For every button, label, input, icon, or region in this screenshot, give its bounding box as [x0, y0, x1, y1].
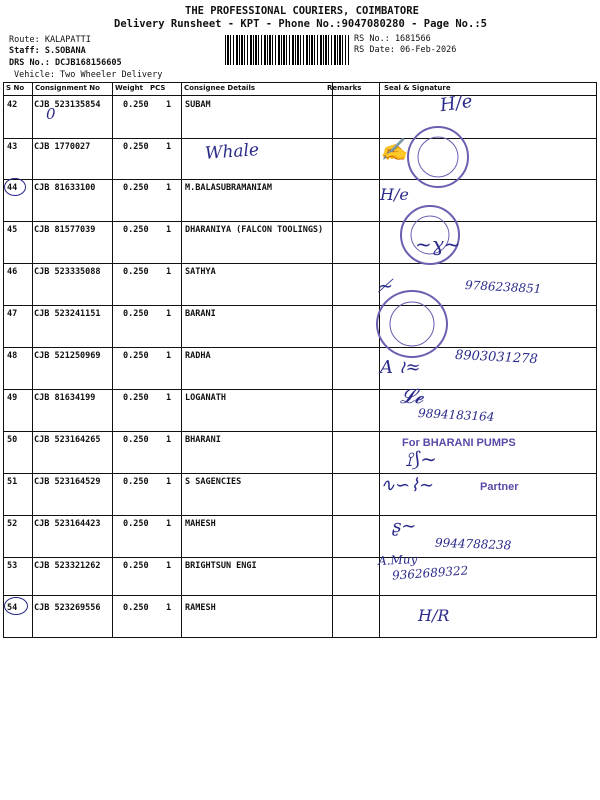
handwritten-phone: 9362689322 [391, 563, 469, 583]
row-consignee: M.BALASUBRAMANIAM [185, 183, 272, 193]
row-sno: 43 [7, 142, 18, 152]
row-weight: 0.250 [123, 519, 149, 529]
row-sno: 54 [7, 603, 18, 613]
company-seal-icon [376, 290, 448, 358]
row-consignment: CJB 521250969 [34, 351, 101, 361]
row-consignee: SUBAM [185, 100, 211, 110]
row-weight: 0.250 [123, 183, 149, 193]
route-label: Route: KALAPATTI [9, 35, 91, 45]
handwritten-signature: H/e [438, 90, 474, 117]
vehicle-label: Vehicle: Two Wheeler Delivery [14, 70, 163, 80]
row-consignment: CJB 1770027 [34, 142, 91, 152]
row-consignee: LOGANATH [185, 393, 226, 403]
col-header-sno: S No [6, 84, 25, 92]
col-header-pcs: PCS [150, 84, 166, 92]
row-sno: 52 [7, 519, 18, 529]
row-pcs: 1 [166, 142, 172, 152]
col-header-consignee: Consignee Details [184, 84, 256, 92]
row-weight: 0.250 [123, 561, 149, 571]
handwritten-phone: 9786238851 [464, 278, 542, 296]
row-consignment: CJB 523164529 [34, 477, 101, 487]
rs-date: RS Date: 06-Feb-2026 [354, 45, 457, 55]
row-consignee: RADHA [185, 351, 211, 361]
row-weight: 0.250 [123, 142, 149, 152]
row-consignment: CJB 523164423 [34, 519, 101, 529]
handwritten-signature: H/e [380, 185, 409, 204]
row-consignment: CJB 523135854 [34, 100, 101, 110]
row-weight: 0.250 [123, 267, 149, 277]
col-header-seal: Seal & Signature [384, 84, 451, 92]
handwritten-name: A.Muy [377, 551, 418, 569]
row-consignment: CJB 81634199 [34, 393, 96, 403]
row-sno: 42 [7, 100, 18, 110]
signature-scribble-icon: ≁ [378, 276, 394, 297]
row-consignment: CJB 523269556 [34, 603, 101, 613]
signature-scribble-icon: ✍ [380, 138, 408, 163]
handwritten-phone: 9894183164 [417, 406, 495, 424]
col-header-consignment: Consignment No [35, 84, 100, 92]
row-weight: 0.250 [123, 225, 149, 235]
partner-stamp-text: Partner [480, 481, 519, 493]
row-sno: 53 [7, 561, 18, 571]
handwritten-phone: 8903031278 [454, 347, 539, 368]
row-sno: 50 [7, 435, 18, 445]
pen-circle-mark [4, 178, 26, 196]
row-weight: 0.250 [123, 351, 149, 361]
row-sno: 45 [7, 225, 18, 235]
row-consignment: CJB 523164265 [34, 435, 101, 445]
row-consignee: SATHYA [185, 267, 216, 277]
barcode-image [225, 35, 349, 65]
row-pcs: 1 [166, 435, 172, 445]
row-sno: 48 [7, 351, 18, 361]
company-seal-icon [407, 126, 469, 188]
row-consignee: BARANI [185, 309, 216, 319]
row-pcs: 1 [166, 100, 172, 110]
handwritten-phone: 9944788238 [434, 535, 512, 553]
row-pcs: 1 [166, 603, 172, 613]
signature-scribble-icon: ʂ∼ [392, 516, 417, 537]
row-pcs: 1 [166, 183, 172, 193]
row-weight: 0.250 [123, 477, 149, 487]
row-consignee: BHARANI [185, 435, 221, 445]
row-pcs: 1 [166, 477, 172, 487]
handwritten-signature: H/R [418, 606, 450, 625]
row-sno: 47 [7, 309, 18, 319]
row-pcs: 1 [166, 309, 172, 319]
row-consignment: CJB 81633100 [34, 183, 96, 193]
rs-number: RS No.: 1681566 [354, 34, 431, 44]
row-sno: 51 [7, 477, 18, 487]
drs-number: DRS No.: DCJB168156605 [9, 58, 122, 68]
row-pcs: 1 [166, 267, 172, 277]
signature-scribble-icon: ~ɣ~ [415, 232, 461, 256]
row-weight: 0.250 [123, 603, 149, 613]
signature-scribble-icon: ∿∽⌇∼ [380, 475, 435, 496]
handwritten-mark: 0 [46, 105, 56, 123]
row-weight: 0.250 [123, 100, 149, 110]
runsheet-subtitle: Delivery Runsheet - KPT - Phone No.:9047080280 - Page No.:5 [114, 18, 487, 30]
row-sno: 44 [7, 183, 18, 193]
row-consignee: S SAGENCIES [185, 477, 242, 487]
signature-scribble-icon: A ≀≈ [380, 357, 421, 378]
row-consignee: RAMESH [185, 603, 216, 613]
col-header-weight: Weight [115, 84, 143, 92]
row-consignee: MAHESH [185, 519, 216, 529]
row-pcs: 1 [166, 519, 172, 529]
row-pcs: 1 [166, 561, 172, 571]
row-pcs: 1 [166, 225, 172, 235]
row-weight: 0.250 [123, 435, 149, 445]
signature-scribble-icon: ⟟⟆∼ [405, 447, 438, 471]
pen-circle-mark [4, 597, 28, 615]
company-title: THE PROFESSIONAL COURIERS, COIMBATORE [185, 5, 419, 17]
company-stamp-text: For BHARANI PUMPS [402, 437, 516, 449]
staff-label: Staff: S.SOBANA [9, 46, 86, 56]
row-consignment: CJB 523241151 [34, 309, 101, 319]
row-weight: 0.250 [123, 309, 149, 319]
col-header-remarks: Remarks [327, 84, 362, 92]
row-consignment: CJB 523321262 [34, 561, 101, 571]
row-weight: 0.250 [123, 393, 149, 403]
row-consignment: CJB 523335088 [34, 267, 101, 277]
row-sno: 49 [7, 393, 18, 403]
row-consignee: DHARANIYA (FALCON TOOLINGS) [185, 225, 324, 235]
row-sno: 46 [7, 267, 18, 277]
row-consignee: BRIGHTSUN ENGI [185, 561, 257, 571]
signature-scribble-icon: 𝓛𝓮 [400, 384, 424, 408]
row-pcs: 1 [166, 393, 172, 403]
row-consignment: CJB 81577039 [34, 225, 96, 235]
row-pcs: 1 [166, 351, 172, 361]
handwritten-signature: Whale [204, 140, 260, 164]
